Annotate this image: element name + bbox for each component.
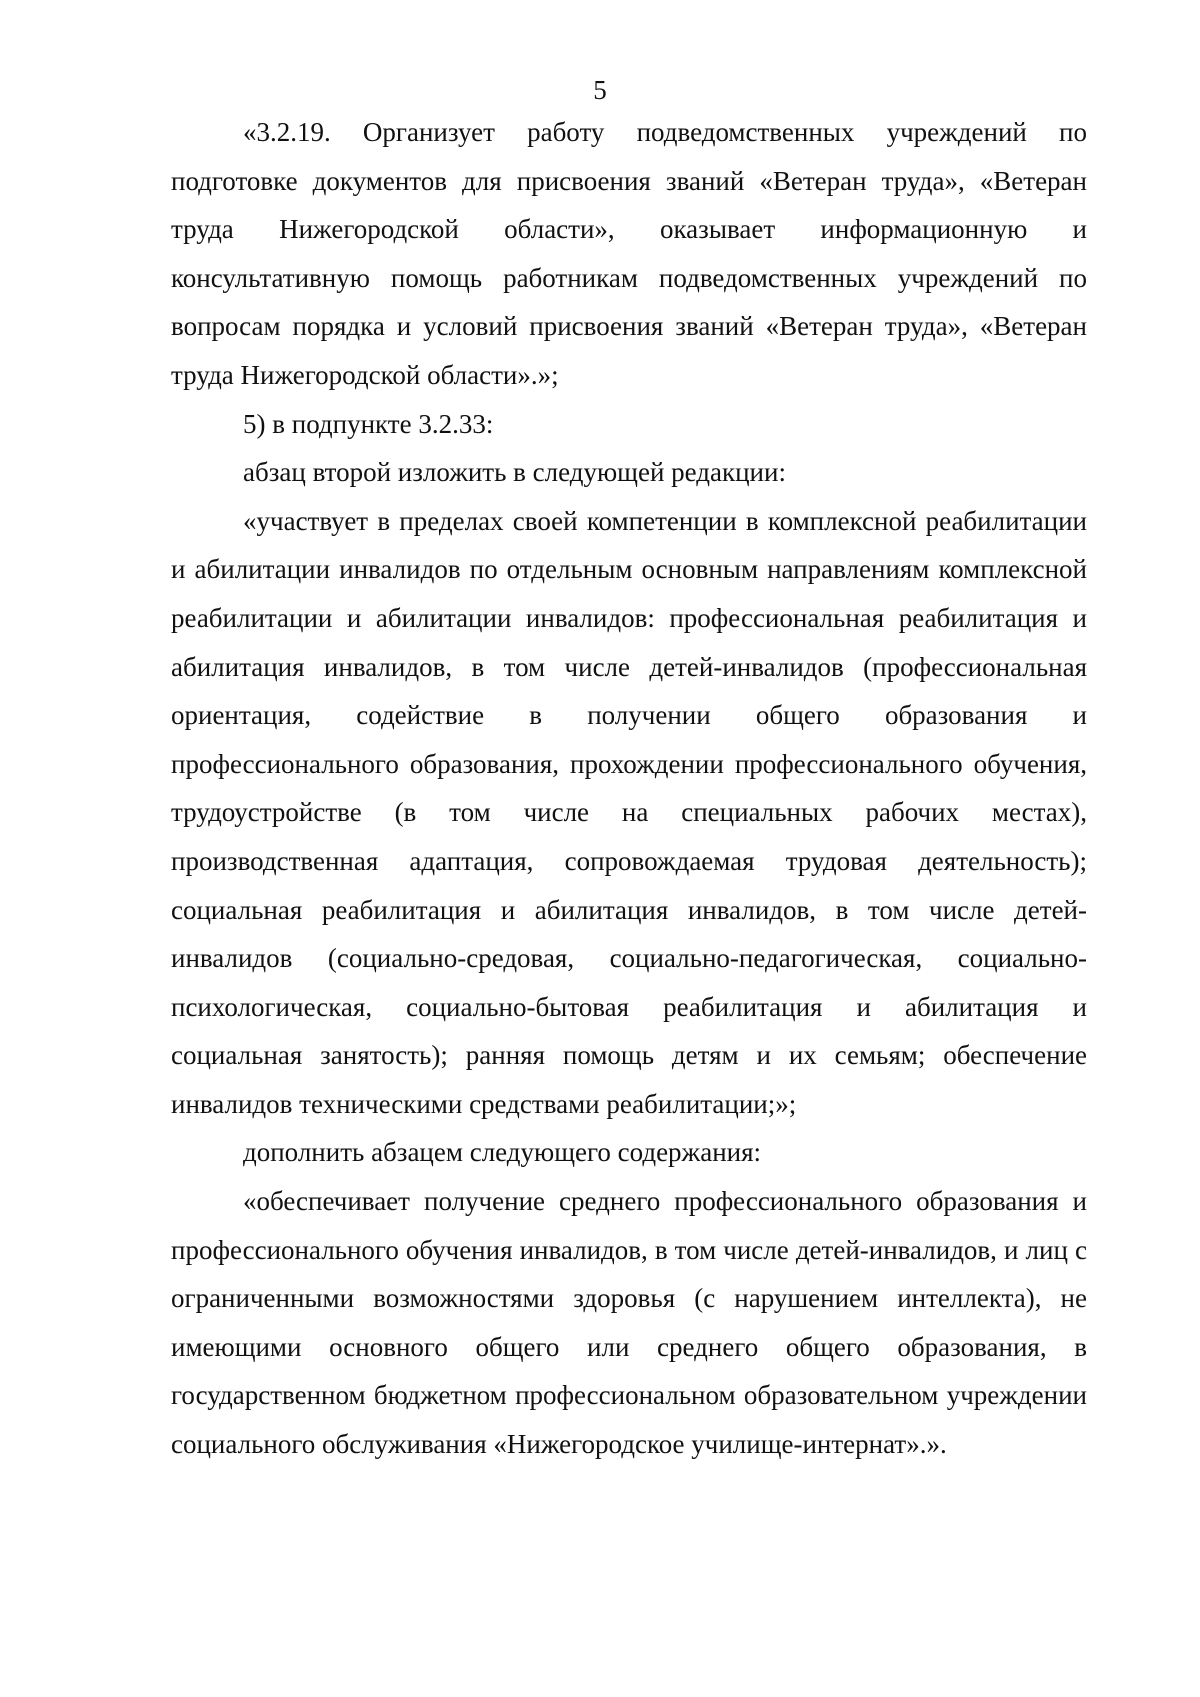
paragraph-3-2-19: «3.2.19. Организует работу подведомственных учреждений по подготовке документов для присвоения званий «Ветеран труда», «Ветеран труда Нижегородской области», оказывает информационную и консультативную помощь работникам подведомственных учреждений по вопросам порядка и условий присвоения званий «Ветеран труда», «Ветеран труда Нижегородской области».»; <box>171 117 1087 390</box>
paragraph-subitem-5: 5) в подпункте 3.2.33: <box>243 408 494 439</box>
paragraph-abzac-vtoroy: абзац второй изложить в следующей редакции: <box>243 457 786 488</box>
paragraph-obespechivaet: «обеспечивает получение среднего профессионального образования и профессионального обучения инвалидов, в том числе детей-инвалидов, и лиц с ограниченными возможностями здоровья (с нарушением интеллекта), не имеющими основного общего или среднего общего образования, в государственном бюджетном профессиональном образовательном учреждении социального обслуживания «Нижегородское училище-интернат».». <box>171 1186 1087 1460</box>
paragraph-uchastvuet: «участвует в пределах своей компетенции в комплексной реабилитации и абилитации инвалидов по отдельным основным направлениям комплексной реабилитации и абилитации инвалидов: профессиональная реабилитация и абилитация инвалидов, в том числе детей-инвалидов (профессиональная ориентация, содействие в получении общего образования и профессионального образования, прохождении профессионального обучения, трудоустройстве (в том числе на специальных рабочих местах), производственная адаптация, сопровождаемая трудовая деятельность); социальная реабилитация и абилитация инвалидов, в том числе детей-инвалидов (социально-средовая, социально-педагогическая, социально-психологическая, социально-бытовая реабилитация и абилитация и социальная занятость); ранняя помощь детям и их семьям; обеспечение инвалидов техническими средствами реабилитации;»; <box>171 505 1087 1119</box>
paragraph-dopolnit: дополнить абзацем следующего содержания: <box>243 1137 762 1168</box>
page-number: 5 <box>593 75 607 105</box>
document-body <box>171 108 1087 1469</box>
